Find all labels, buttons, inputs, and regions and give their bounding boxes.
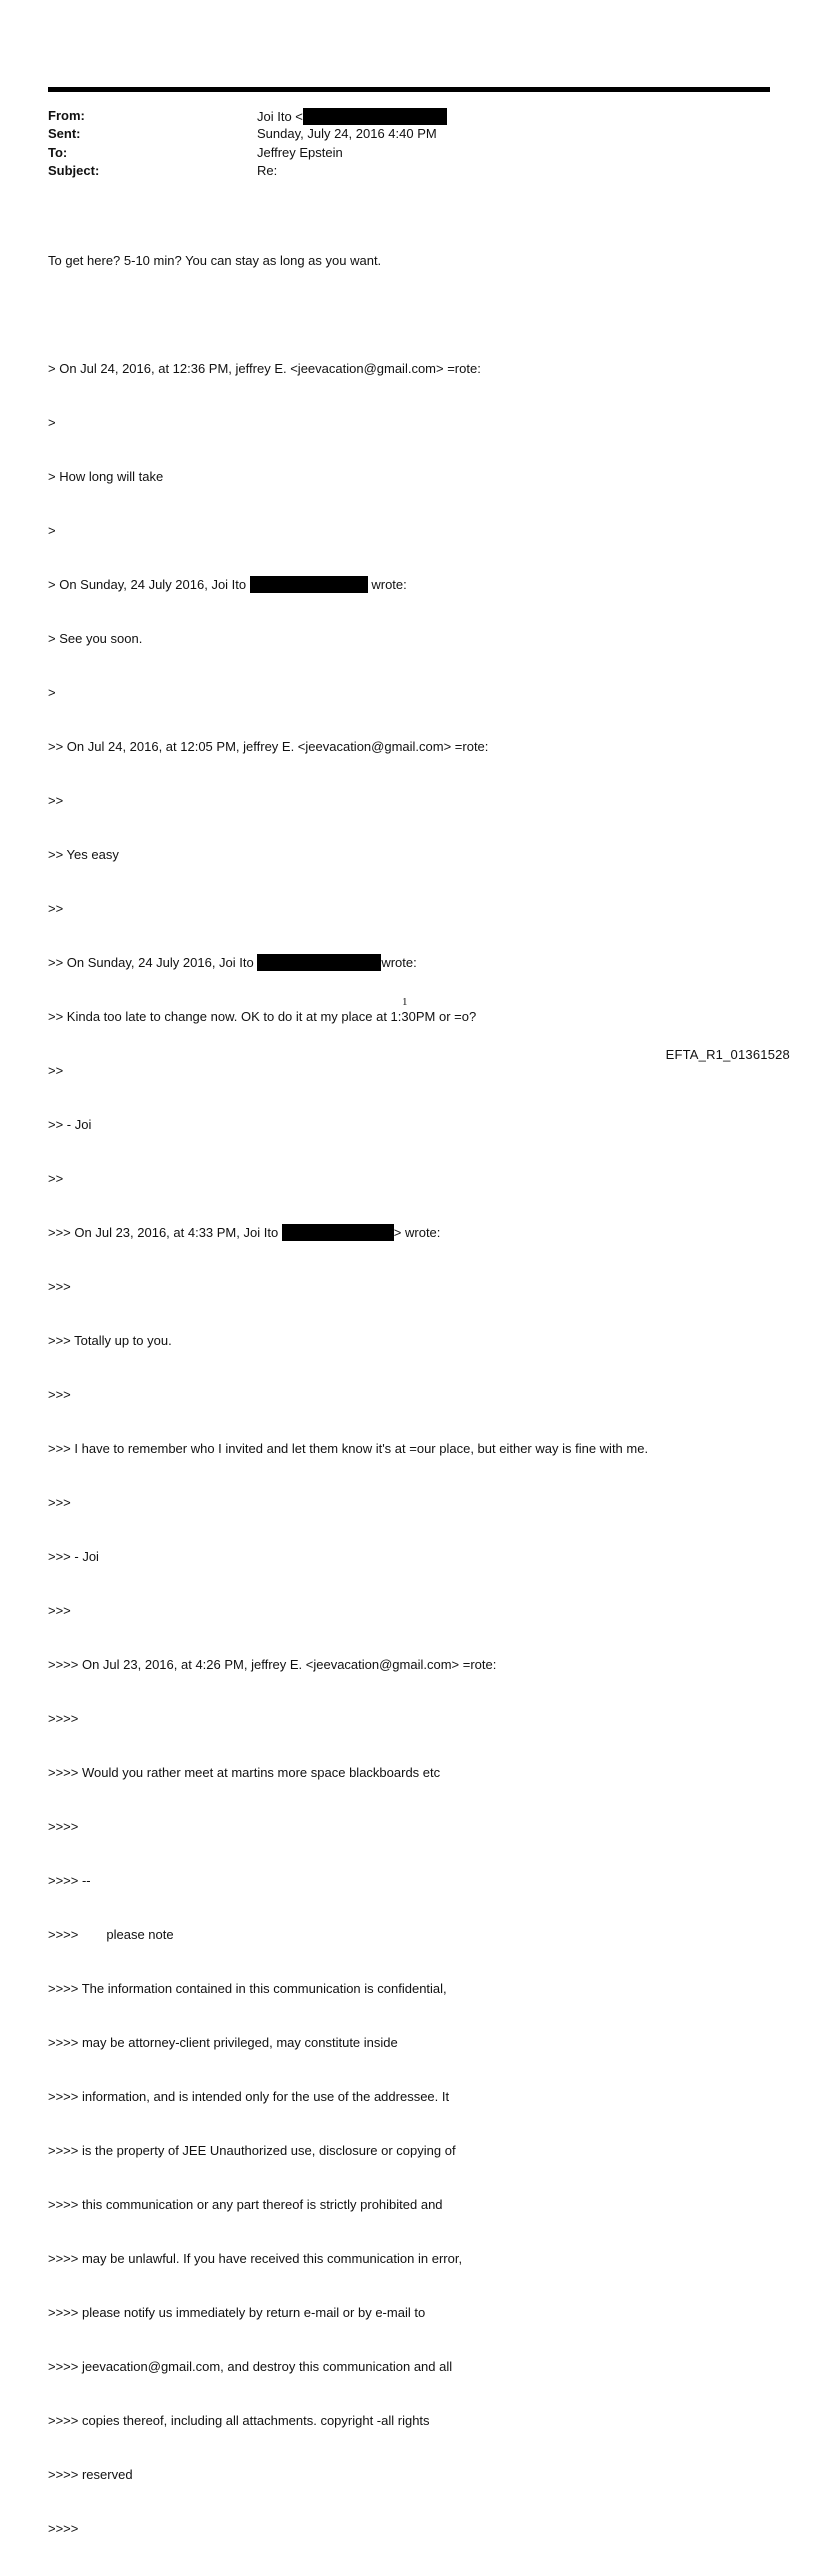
body-line: >>>> xyxy=(48,1819,79,1834)
body-line-text: please note xyxy=(106,1927,174,1942)
body-line: To get here? 5-10 min? You can stay as long as you want. xyxy=(48,253,382,268)
document-id: EFTA_R1_01361528 xyxy=(665,1047,790,1062)
body-line-text: > wrote: xyxy=(393,1225,441,1240)
body-line: >>>> xyxy=(48,1711,79,1726)
body-line xyxy=(48,954,648,972)
redaction-box xyxy=(257,954,381,971)
body-line: >>>> -- xyxy=(48,1873,91,1888)
subject-label: Subject: xyxy=(48,163,100,178)
body-line: > How long will take xyxy=(48,469,164,484)
redaction-box xyxy=(303,108,447,125)
body-line: >>> xyxy=(48,1279,71,1294)
body-line-text: wrote: xyxy=(367,577,407,592)
body-line: >>>> may be unlawful. If you have received this communication in error, xyxy=(48,2251,463,2266)
redaction-box xyxy=(250,576,368,593)
body-line xyxy=(48,1224,648,1242)
to-label: To: xyxy=(48,145,68,160)
body-line: >> - Joi xyxy=(48,1117,92,1132)
body-line: >>>> is the property of JEE Unauthorized use, disclosure or copying of xyxy=(48,2143,456,2158)
from-value xyxy=(257,108,447,125)
body-line: >> Yes easy xyxy=(48,847,119,862)
body-line: >> xyxy=(48,1171,64,1186)
body-line: >>>> please notify us immediately by return e-mail or by e-mail to xyxy=(48,2305,426,2320)
subject-value: Re: xyxy=(257,163,278,178)
sent-label: Sent: xyxy=(48,126,81,141)
body-line: > See you soon. xyxy=(48,631,143,646)
body-line: >>>> this communication or any part thereof is strictly prohibited and xyxy=(48,2197,443,2212)
body-line-text: >>> On Jul 23, 2016, at 4:33 PM, Joi Ito xyxy=(48,1225,282,1240)
email-body xyxy=(48,216,648,2556)
body-line-text: >>>> xyxy=(48,1927,79,1942)
body-line: >> On Jul 24, 2016, at 12:05 PM, jeffrey E. <jeevacation@gmail.com> =rote: xyxy=(48,739,489,754)
from-name: Joi Ito < xyxy=(257,109,303,124)
body-line xyxy=(48,576,648,594)
body-line: >>>> xyxy=(48,2521,79,2536)
body-line: >>> xyxy=(48,1387,71,1402)
body-line: >>> - Joi xyxy=(48,1549,99,1564)
from-label: From: xyxy=(48,108,85,123)
header-rule xyxy=(48,87,770,92)
body-line: > On Jul 24, 2016, at 12:36 PM, jeffrey E. <jeevacation@gmail.com> =rote: xyxy=(48,361,481,376)
body-line: >>>> may be attorney-client privileged, may constitute inside xyxy=(48,2035,398,2050)
sent-value: Sunday, July 24, 2016 4:40 PM xyxy=(257,126,437,141)
body-line: > xyxy=(48,523,56,538)
body-line: >> xyxy=(48,901,64,916)
body-line: >>> xyxy=(48,1603,71,1618)
body-line: >>>> information, and is intended only for the use of the addressee. It xyxy=(48,2089,450,2104)
body-line: >>>> On Jul 23, 2016, at 4:26 PM, jeffrey E. <jeevacation@gmail.com> =rote: xyxy=(48,1657,497,1672)
body-line: >>>> reserved xyxy=(48,2467,133,2482)
body-line: >>>> jeevacation@gmail.com, and destroy this communication and all xyxy=(48,2359,453,2374)
body-line-text: > On Sunday, 24 July 2016, Joi Ito xyxy=(48,577,250,592)
body-line-text: >> On Sunday, 24 July 2016, Joi Ito xyxy=(48,955,258,970)
body-line: >> xyxy=(48,793,64,808)
body-line: >> xyxy=(48,1063,64,1078)
body-line: >>> I have to remember who I invited and let them know it's at =our place, but either way is fine with me. xyxy=(48,1441,649,1456)
body-line: >>>> copies thereof, including all attachments. copyright -all rights xyxy=(48,2413,430,2428)
to-value: Jeffrey Epstein xyxy=(257,145,343,160)
redaction-box xyxy=(282,1224,394,1241)
body-line: > xyxy=(48,685,56,700)
body-line: >>> Totally up to you. xyxy=(48,1333,172,1348)
body-line xyxy=(48,1926,648,1944)
body-line: >>>> Would you rather meet at martins more space blackboards etc xyxy=(48,1765,441,1780)
body-line: >>> xyxy=(48,1495,71,1510)
body-line: >> Kinda too late to change now. OK to do it at my place at 1:30PM or =o? xyxy=(48,1009,477,1024)
body-line: >>>> The information contained in this communication is confidential, xyxy=(48,1981,447,1996)
page-number: 1 xyxy=(402,996,408,1008)
body-line: > xyxy=(48,415,56,430)
body-line-text: wrote: xyxy=(381,955,417,970)
